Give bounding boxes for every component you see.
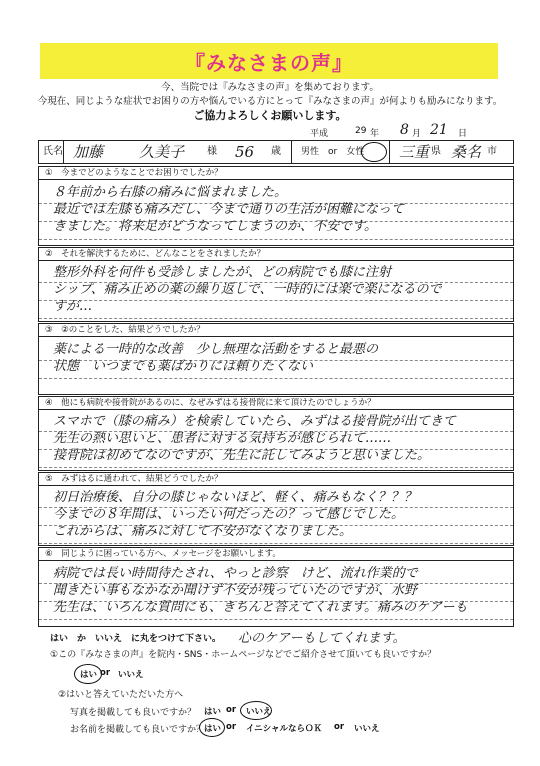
question-3: ③ ②のことをした、結果どうでしたか？ bbox=[39, 324, 513, 337]
day-value: 21 bbox=[430, 122, 448, 138]
circle-instruction: はい か いいえ に丸をつけて下さい。 bbox=[50, 634, 222, 644]
question-1: ① 今までどのようなことでお困りでしたか？ bbox=[39, 167, 513, 180]
photo-or: or bbox=[226, 705, 237, 715]
page-title: 『みなさまの声』 bbox=[185, 50, 353, 75]
photo-question: 写真を掲載しても良いですか？ bbox=[70, 708, 197, 718]
answer-4 bbox=[53, 413, 507, 464]
age-value: 56 bbox=[235, 143, 255, 161]
answer-3-line-2: 状態 いつまでも薬ばかりには頼りたくない bbox=[53, 359, 314, 374]
answer-6-line-4: 心のケアーもしてくれます。 bbox=[238, 631, 406, 646]
surname-value: 加藤 bbox=[73, 143, 104, 161]
answer-2 bbox=[53, 264, 507, 315]
answer-2-line-1: 整形外科を何件も受診しましたが、どの病院でも膝に注射 bbox=[53, 265, 392, 280]
answer-1-line-2: 最近では左膝も痛みだし、今まで通りの生活が困難になって bbox=[53, 202, 405, 217]
answer-3 bbox=[53, 341, 507, 375]
answer-2-line-2: シップ、痛み止めの薬の繰り返しで、一時的には楽で楽になるので bbox=[53, 282, 442, 297]
gender-options: 男性 or 女性 bbox=[301, 147, 365, 157]
answer-3-line-1: 薬による一時的な改善 少し無理な活動をすると最悪の bbox=[53, 342, 379, 357]
photo-no[interactable]: いいえ bbox=[246, 707, 272, 717]
intro-line-3: ご協力よろしくお願いします。 bbox=[193, 109, 347, 122]
answer-5-line-2: 今までの８年間は、いったい何だったの？って感じでした。 bbox=[53, 507, 405, 522]
consent-1-or: or bbox=[100, 668, 111, 678]
age-unit: 歳 bbox=[271, 146, 281, 157]
answer-5 bbox=[53, 489, 507, 540]
year-unit: 年 bbox=[370, 129, 380, 139]
year-value: 29 bbox=[355, 126, 367, 136]
era-label: 平成 bbox=[310, 129, 329, 139]
title-banner bbox=[40, 43, 498, 79]
answer-6 bbox=[53, 565, 507, 616]
photo-circle bbox=[240, 701, 272, 720]
answer-1-line-3: きました。将来足がどうなってしまうのか、不安です。 bbox=[53, 219, 377, 234]
section-3 bbox=[38, 323, 514, 395]
name-or: or bbox=[226, 722, 237, 732]
question-5: ⑤ みずはるに通われて、結果どうでしたか？ bbox=[39, 473, 513, 486]
section-4 bbox=[38, 396, 514, 471]
intro-line-1: 今、当院では『みなさまの声』を集めております。 bbox=[161, 82, 379, 93]
intro-line-2: 今現在、同じような症状でお困りの方や悩んでいる方にとって『みなさまの声』が何よりも励みになります。 bbox=[37, 96, 503, 107]
photo-yes[interactable]: はい bbox=[204, 707, 222, 717]
section-5 bbox=[38, 472, 514, 546]
consent-1-circle bbox=[74, 664, 102, 684]
month-unit: 月 bbox=[412, 129, 422, 139]
name-yes[interactable]: はい bbox=[204, 724, 222, 734]
consent-1-yes[interactable]: はい bbox=[80, 670, 98, 680]
answer-5-line-1: 初日治療後、自分の膝じゃないほど、軽く、痛みもなく？？？ bbox=[53, 490, 417, 505]
question-4: ④ 他にも病院や接骨院があるのに、なぜみずはる接骨院に来て頂けたのでしょうか？ bbox=[39, 397, 513, 410]
answer-1 bbox=[53, 184, 507, 235]
profile-row bbox=[38, 140, 514, 164]
city-unit: 市 bbox=[487, 146, 497, 157]
given-name-value: 久美子 bbox=[139, 143, 185, 161]
consent-question-2: ②はいと答えていただいた方へ bbox=[58, 690, 184, 700]
question-6: ⑥ 同じように困っている方へ、メッセージをお願いします。 bbox=[39, 548, 513, 561]
answer-6-line-1: 病院では長い時間待たされ、やっと診察 けど、流れ作業的で bbox=[53, 566, 418, 581]
consent-1-no[interactable]: いいえ bbox=[118, 670, 144, 680]
name-label: 氏名 bbox=[43, 146, 63, 157]
name-initial[interactable]: イニシャルならＯＫ bbox=[246, 724, 322, 734]
name-no[interactable]: いいえ bbox=[354, 724, 380, 734]
answer-6-line-2: 聞きたい事もなかなか聞けず不安が残っていたのですが、水野 bbox=[53, 583, 418, 598]
answer-5-line-3: これからは、痛みに対して不安がなくなりました。 bbox=[53, 524, 353, 539]
section-1 bbox=[38, 166, 514, 246]
name-question: お名前を掲載しても良いですか？ bbox=[70, 725, 206, 735]
date-row bbox=[300, 124, 520, 140]
month-value: 8 bbox=[400, 122, 409, 138]
day-unit: 日 bbox=[458, 129, 468, 139]
name-circle bbox=[199, 718, 225, 737]
section-2 bbox=[38, 247, 514, 322]
answer-4-line-1: スマホで（膝の痛み）を検索していたら、みずはる接骨院が出てきて bbox=[53, 414, 456, 429]
gender-selection-circle bbox=[361, 142, 387, 162]
question-2: ② それを解決するために、どんなことをされましたか？ bbox=[39, 248, 513, 261]
answer-6-line-3: 先生は、いろんな質問にも、きちんと答えてくれます。痛みのケアーも bbox=[53, 600, 468, 615]
consent-question-1: ①この『みなさまの声』を院内・SNS・ホームページなどでご紹介させて頂いても良いですか？ bbox=[50, 650, 437, 660]
prefecture-value: 三重 bbox=[399, 143, 430, 161]
answer-2-line-3: すが… bbox=[53, 299, 93, 314]
city-value: 桑名 bbox=[451, 143, 482, 161]
section-6 bbox=[38, 547, 514, 627]
answer-1-line-1: ８年前から右膝の痛みに悩まれました。 bbox=[53, 185, 288, 200]
answer-4-line-3: 接骨院は初めてなのですが、先生に託してみようと思いました。 bbox=[53, 448, 431, 463]
honorific-label: 様 bbox=[207, 146, 217, 157]
prefecture-unit: 県 bbox=[431, 146, 441, 157]
answer-4-line-2: 先生の熱い思いと、患者に対する気持ちが感じられて…… bbox=[53, 431, 392, 446]
name-or-2: or bbox=[334, 722, 345, 732]
